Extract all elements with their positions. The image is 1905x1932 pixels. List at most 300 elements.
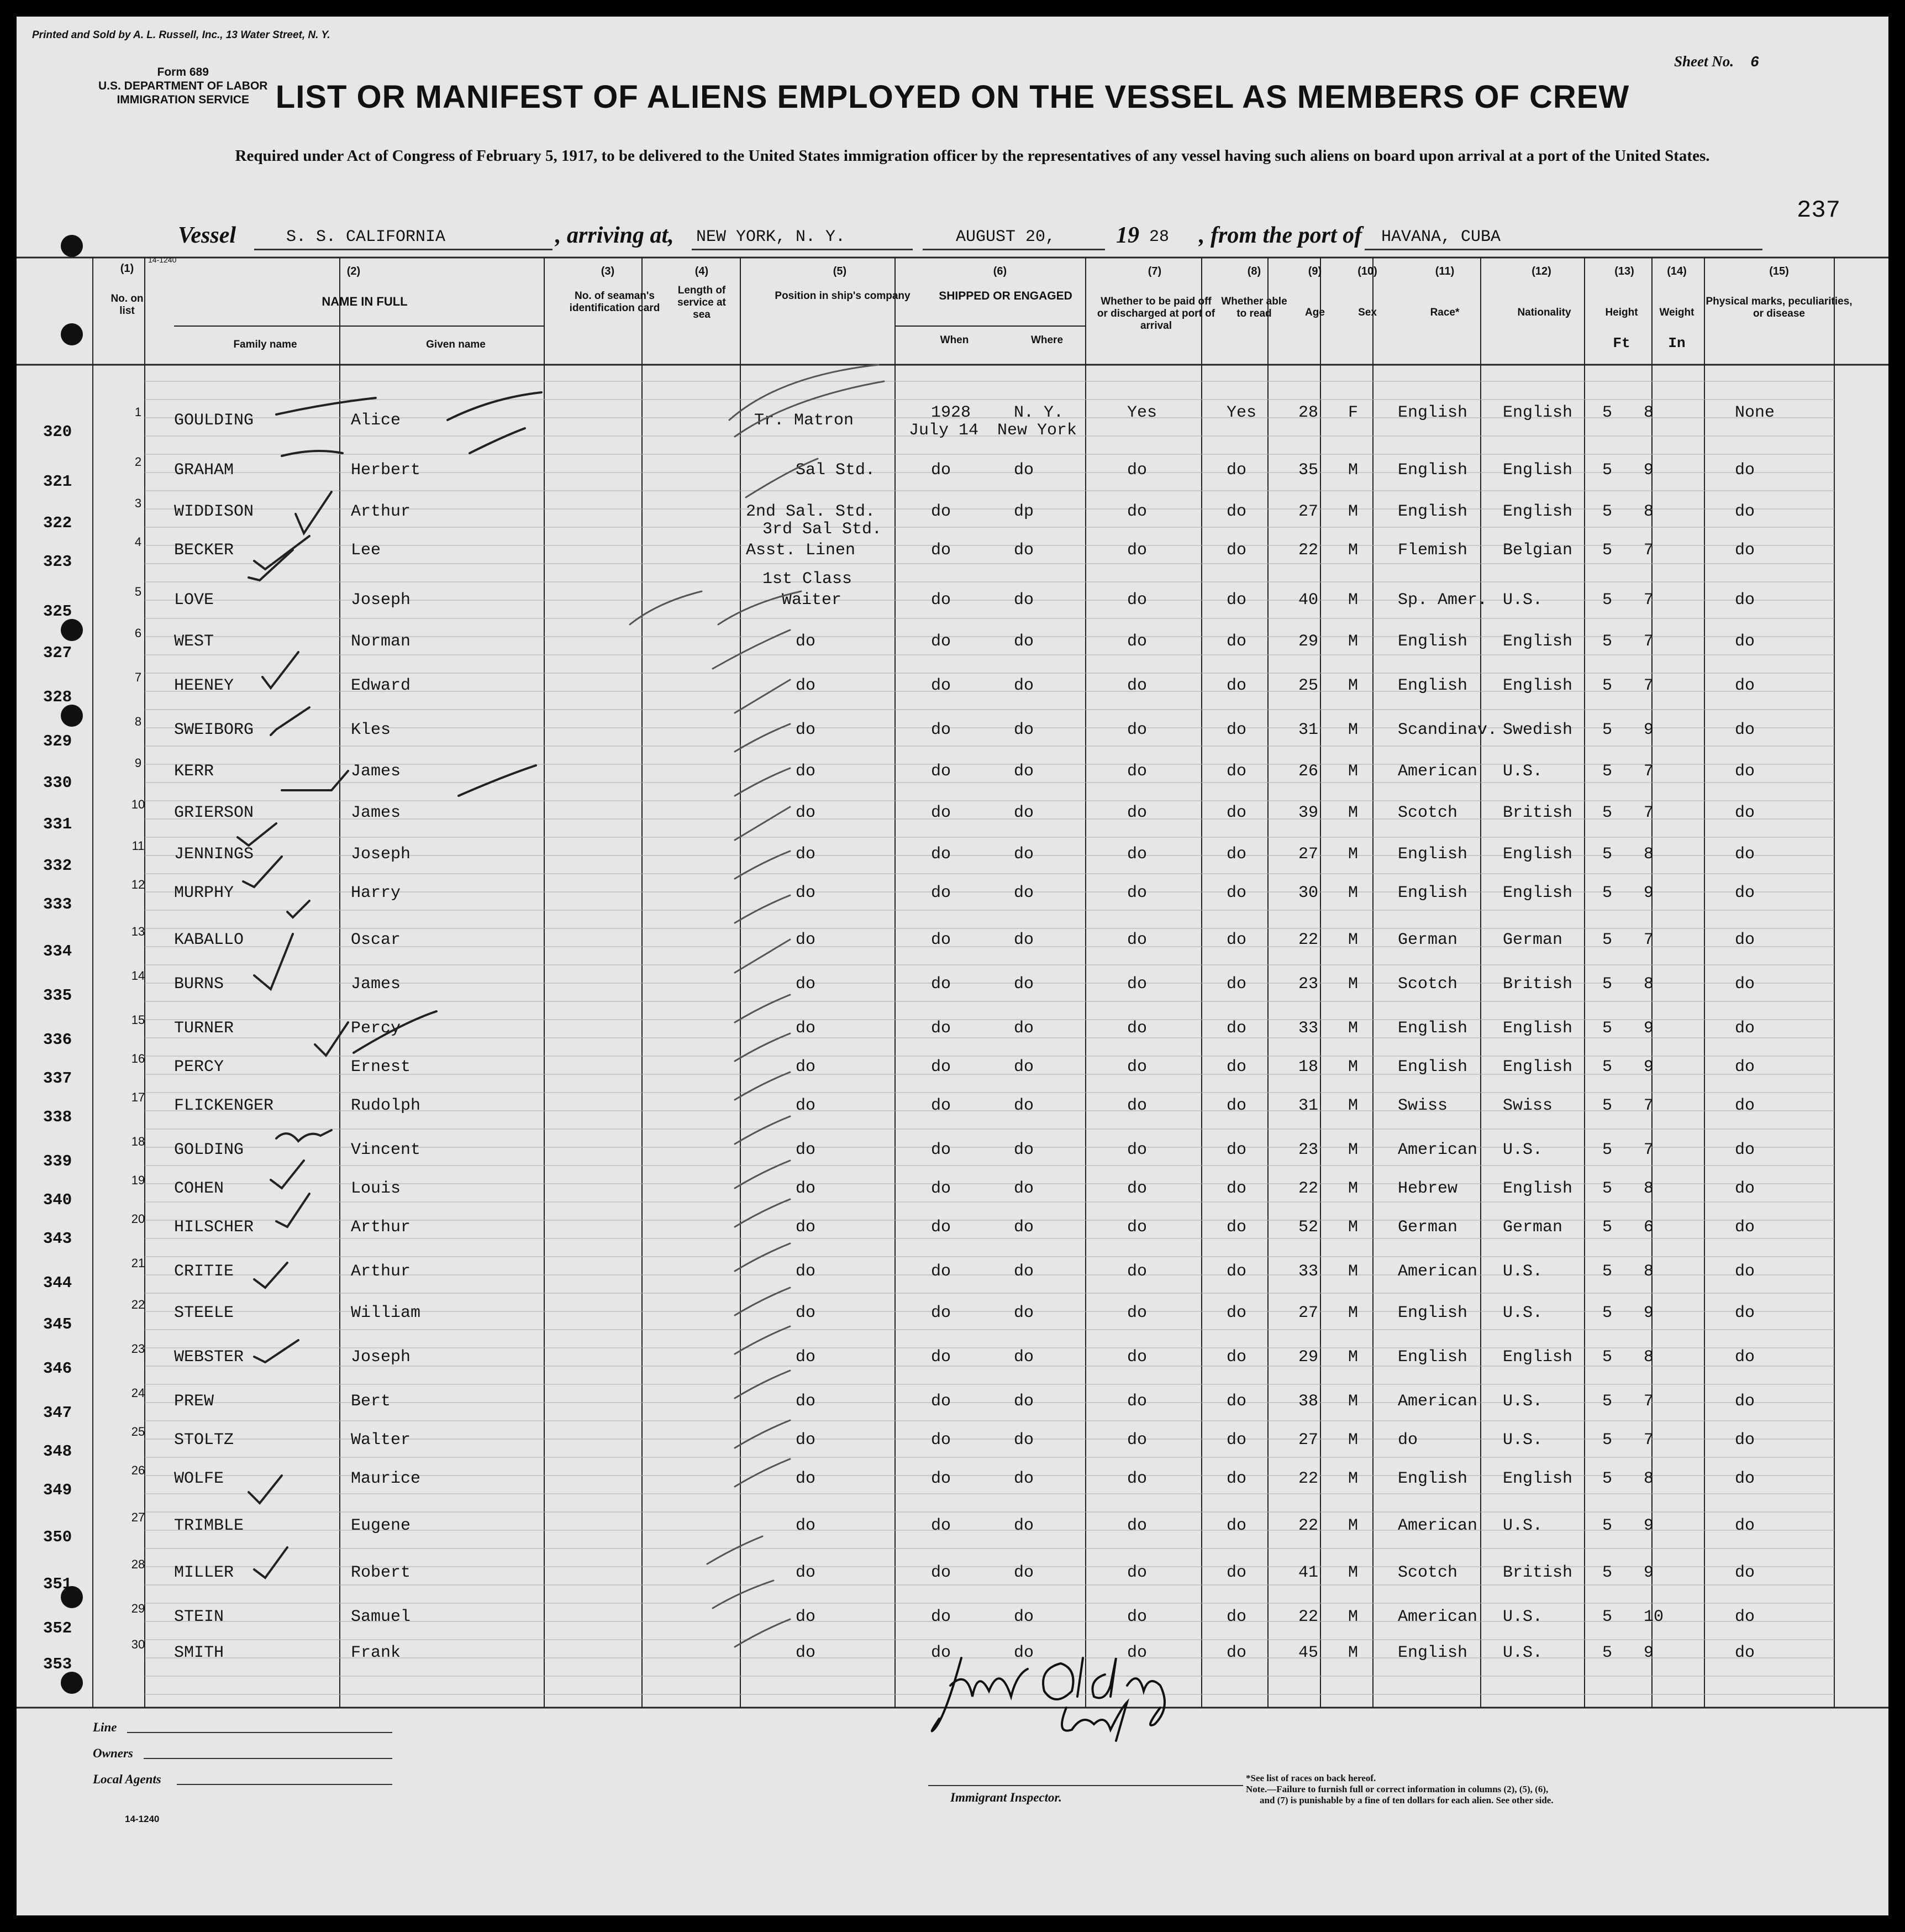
cell-paid: do	[1127, 845, 1148, 864]
cell-given: Vincent	[351, 1141, 421, 1159]
cell-read: do	[1227, 1262, 1247, 1281]
cell-age: 29	[1298, 632, 1319, 651]
cell-when: do	[931, 721, 951, 739]
cell-age: 33	[1298, 1262, 1319, 1281]
col-num: (10)	[1357, 265, 1377, 277]
cell-sex: M	[1348, 1431, 1359, 1450]
cell-in: 7	[1644, 1392, 1654, 1411]
col-num: (7)	[1148, 265, 1162, 277]
cell-given: Eugene	[351, 1516, 411, 1535]
cell-when: do	[931, 845, 951, 864]
cell-in: 8	[1644, 845, 1654, 864]
col-num: (14)	[1667, 265, 1687, 277]
cell-paid: do	[1127, 1608, 1148, 1626]
cell-family: GOULDING	[174, 411, 254, 430]
cell-family: SWEIBORG	[174, 721, 254, 739]
cell-nat: English	[1503, 845, 1573, 864]
col-num: (3)	[601, 265, 615, 277]
cell-position-prefix: 1st Class	[762, 570, 852, 589]
cell-age: 41	[1298, 1563, 1319, 1582]
cell-ft: 5	[1602, 721, 1613, 739]
cell-in: 7	[1644, 1141, 1654, 1159]
header-no-on-list: No. on list	[110, 293, 144, 317]
cell-family: GRIERSON	[174, 804, 254, 822]
cell-race: American	[1398, 1516, 1478, 1535]
cell-nat: U.S.	[1503, 1304, 1543, 1322]
immigrant-inspector-label: Immigrant Inspector.	[950, 1791, 1062, 1804]
cell-given: Ernest	[351, 1058, 411, 1077]
col-num: (1)	[120, 262, 134, 275]
cell-race: American	[1398, 1262, 1478, 1281]
cell-ft: 5	[1602, 1304, 1613, 1322]
cell-in: 7	[1644, 762, 1654, 781]
cell-in: 10	[1644, 1608, 1664, 1626]
cell-age: 22	[1298, 931, 1319, 949]
cell-read: do	[1227, 1431, 1247, 1450]
cell-ft: 5	[1602, 1179, 1613, 1198]
cell-race: Swiss	[1398, 1096, 1448, 1115]
cell-read: do	[1227, 1563, 1247, 1582]
cell-no: 20	[131, 1212, 145, 1226]
cell-in: 9	[1644, 1563, 1654, 1582]
sheet-value: 6	[1750, 55, 1760, 71]
side-number: 331	[43, 815, 72, 833]
cell-when: do	[931, 1304, 951, 1322]
cell-no: 9	[134, 756, 142, 770]
cell-no: 12	[131, 878, 145, 891]
vessel-label: Vessel	[178, 223, 236, 248]
cell-in: 9	[1644, 461, 1654, 480]
cell-in: 9	[1644, 884, 1654, 902]
vessel-name: S. S. CALIFORNIA	[286, 228, 446, 246]
arrival-port: NEW YORK, N. Y.	[696, 228, 846, 246]
cell-position: do	[796, 1304, 816, 1322]
side-number: 336	[43, 1031, 72, 1049]
cell-position: do	[796, 1348, 816, 1367]
cell-family: KERR	[174, 762, 214, 781]
side-number: 353	[43, 1655, 72, 1673]
cell-given: Frank	[351, 1644, 401, 1662]
cell-marks: do	[1735, 632, 1755, 651]
cell-when: do	[931, 762, 951, 781]
cell-paid: do	[1127, 1218, 1148, 1237]
cell-race: English	[1398, 403, 1468, 422]
cell-age: 35	[1298, 461, 1319, 480]
cell-paid: do	[1127, 1469, 1148, 1488]
cell-when: do	[931, 1392, 951, 1411]
cell-in: 7	[1644, 591, 1654, 610]
cell-sex: M	[1348, 1644, 1359, 1662]
cell-no: 1	[134, 405, 142, 419]
cell-age: 39	[1298, 804, 1319, 822]
cell-nat: Belgian	[1503, 541, 1573, 560]
cell-read: do	[1227, 676, 1247, 695]
cell-read: do	[1227, 541, 1247, 560]
cell-race: Hebrew	[1398, 1179, 1458, 1198]
form-number: Form 689	[157, 66, 209, 78]
cell-nat: British	[1503, 975, 1573, 994]
cell-paid: do	[1127, 1516, 1148, 1535]
cell-read: do	[1227, 1141, 1247, 1159]
cell-no: 4	[134, 535, 142, 549]
handwritten-checkmarks	[17, 17, 1888, 1915]
cell-in: 8	[1644, 1469, 1654, 1488]
cell-age: 33	[1298, 1019, 1319, 1038]
cell-when: do	[931, 1469, 951, 1488]
cell-no: 5	[134, 585, 142, 599]
cell-when: do	[931, 1141, 951, 1159]
cell-in: 9	[1644, 1644, 1654, 1662]
cell-paid: do	[1127, 1563, 1148, 1582]
cell-nat: English	[1503, 884, 1573, 902]
cell-ft: 5	[1602, 1019, 1613, 1038]
cell-paid: do	[1127, 1431, 1148, 1450]
cell-in: 8	[1644, 403, 1654, 422]
side-number: 320	[43, 423, 72, 441]
cell-family: COHEN	[174, 1179, 224, 1198]
cell-no: 19	[131, 1173, 145, 1187]
cell-family: FLICKENGER	[174, 1096, 274, 1115]
cell-family: WIDDISON	[174, 502, 254, 521]
cell-no: 18	[131, 1135, 145, 1148]
cell-position: do	[796, 1644, 816, 1662]
cell-read: do	[1227, 845, 1247, 864]
cell-nat: German	[1503, 931, 1563, 949]
cell-sex: M	[1348, 1304, 1359, 1322]
cell-ft: 5	[1602, 1218, 1613, 1237]
cell-ft: 5	[1602, 1348, 1613, 1367]
cell-when: do	[931, 1348, 951, 1367]
cell-position: Asst. Linen	[746, 541, 856, 560]
cell-given: Arthur	[351, 1218, 411, 1237]
cell-position: do	[796, 1516, 816, 1535]
cell-when: do	[931, 1179, 951, 1198]
cell-ft: 5	[1602, 884, 1613, 902]
cell-marks: do	[1735, 1304, 1755, 1322]
cell-position: do	[796, 1058, 816, 1077]
cell-family: HEENEY	[174, 676, 234, 695]
cell-position: do	[796, 1262, 816, 1281]
cell-age: 45	[1298, 1644, 1319, 1662]
cell-when: do	[931, 1218, 951, 1237]
col-num: (13)	[1614, 265, 1634, 277]
cell-paid: Yes	[1127, 403, 1157, 422]
cell-race: do	[1398, 1431, 1418, 1450]
cell-when: do	[931, 1563, 951, 1582]
cell-nat: English	[1503, 1019, 1573, 1038]
cell-marks: do	[1735, 1096, 1755, 1115]
cell-where: do	[1014, 461, 1034, 480]
cell-given: James	[351, 804, 401, 822]
cell-age: 31	[1298, 1096, 1319, 1115]
cell-race: American	[1398, 1392, 1478, 1411]
cell-ft: 5	[1602, 1392, 1613, 1411]
cell-marks: do	[1735, 1262, 1755, 1281]
cell-in: 6	[1644, 1218, 1654, 1237]
cell-family: PREW	[174, 1392, 214, 1411]
requirement-text: Required under Act of Congress of February 5, 1917, to be delivered to the United States immigration officer by the representatives of any vessel having such aliens on board upon arrival at a port of the United States.	[235, 147, 1710, 165]
cell-age: 22	[1298, 1608, 1319, 1626]
cell-where: do	[1014, 1262, 1034, 1281]
cell-family: WOLFE	[174, 1469, 224, 1488]
side-number: 330	[43, 774, 72, 792]
cell-given: Samuel	[351, 1608, 411, 1626]
cell-family: TURNER	[174, 1019, 234, 1038]
cell-nat: English	[1503, 1469, 1573, 1488]
signature-scribble	[928, 1636, 1260, 1746]
cell-sex: M	[1348, 461, 1359, 480]
cell-position: Tr. Matron	[754, 411, 854, 430]
cell-in: 8	[1644, 1262, 1654, 1281]
side-number: 335	[43, 986, 72, 1005]
cell-no: 16	[131, 1052, 145, 1065]
cell-race: Scotch	[1398, 804, 1458, 822]
cell-race: American	[1398, 1141, 1478, 1159]
cell-sex: M	[1348, 1019, 1359, 1038]
cell-marks: do	[1735, 1392, 1755, 1411]
cell-position: do	[796, 931, 816, 949]
cell-read: do	[1227, 1058, 1247, 1077]
cell-where: do	[1014, 1392, 1034, 1411]
cell-no: 6	[134, 626, 142, 640]
arrival-date: AUGUST 20,	[956, 228, 1056, 246]
cell-in: 8	[1644, 975, 1654, 994]
cell-paid: do	[1127, 591, 1148, 610]
cell-given: Rudolph	[351, 1096, 421, 1115]
cell-ft: 5	[1602, 403, 1613, 422]
header-age: Age	[1305, 307, 1325, 318]
cell-sex: M	[1348, 591, 1359, 610]
cell-when: do	[931, 1644, 951, 1662]
cell-read: do	[1227, 1304, 1247, 1322]
cell-position: do	[796, 1179, 816, 1198]
header-position: Position in ship's company	[775, 290, 911, 302]
cell-when: do	[931, 975, 951, 994]
side-number: 325	[43, 602, 72, 621]
cell-in: 7	[1644, 804, 1654, 822]
cell-where: do	[1014, 975, 1034, 994]
cell-ft: 5	[1602, 1516, 1613, 1535]
penalty-note: Note.—Failure to furnish full or correct information in columns (2), (5), (6),	[1246, 1784, 1549, 1794]
cell-given: Joseph	[351, 845, 411, 864]
side-number: 321	[43, 473, 72, 491]
side-number: 352	[43, 1619, 72, 1637]
cell-paid: do	[1127, 1179, 1148, 1198]
cell-no: 7	[134, 670, 142, 684]
cell-ft: 5	[1602, 502, 1613, 521]
cell-marks: do	[1735, 721, 1755, 739]
cell-family: GOLDING	[174, 1141, 244, 1159]
cell-age: 52	[1298, 1218, 1319, 1237]
header-when: When	[940, 334, 969, 346]
footer-agents-label: Local Agents	[93, 1772, 161, 1786]
cell-race: Flemish	[1398, 541, 1468, 560]
col-num: (5)	[833, 265, 847, 277]
cell-where: do	[1014, 1608, 1034, 1626]
side-number: 329	[43, 732, 72, 750]
cell-position: do	[796, 975, 816, 994]
cell-marks: do	[1735, 762, 1755, 781]
header-ft: Ft	[1613, 335, 1630, 351]
cell-nat: English	[1503, 461, 1573, 480]
cell-paid: do	[1127, 931, 1148, 949]
cell-race: American	[1398, 1608, 1478, 1626]
cell-given: Percy	[351, 1019, 401, 1038]
cell-sex: M	[1348, 1096, 1359, 1115]
cell-where: do	[1014, 1179, 1034, 1198]
side-number: 332	[43, 857, 72, 875]
cell-when: do	[931, 632, 951, 651]
footer-owners-label: Owners	[93, 1746, 133, 1760]
side-number: 351	[43, 1575, 72, 1593]
cell-no: 13	[131, 925, 145, 938]
cell-paid: do	[1127, 676, 1148, 695]
cell-in: 9	[1644, 1516, 1654, 1535]
cell-paid: do	[1127, 1392, 1148, 1411]
cell-family: BECKER	[174, 541, 234, 560]
cell-family: PERCY	[174, 1058, 224, 1077]
cell-given: Bert	[351, 1392, 391, 1411]
cell-read: do	[1227, 461, 1247, 480]
cell-paid: do	[1127, 884, 1148, 902]
cell-race: English	[1398, 461, 1468, 480]
cell-age: 27	[1298, 1304, 1319, 1322]
arriving-label: , arriving at,	[555, 223, 674, 248]
cell-age: 22	[1298, 1179, 1319, 1198]
col-num: (8)	[1247, 265, 1261, 277]
inspector-signature	[928, 1636, 1260, 1746]
cell-read: do	[1227, 1179, 1247, 1198]
cell-sex: M	[1348, 804, 1359, 822]
penalty-note-continued: and (7) is punishable by a fine of ten dollars for each alien. See other side.	[1260, 1795, 1554, 1805]
cell-ft: 5	[1602, 461, 1613, 480]
cell-where: dp	[1014, 502, 1034, 521]
cell-race: English	[1398, 1348, 1468, 1367]
cell-sex: M	[1348, 884, 1359, 902]
cell-marks: do	[1735, 1348, 1755, 1367]
cell-race: English	[1398, 676, 1468, 695]
cell-age: 29	[1298, 1348, 1319, 1367]
cell-ft: 5	[1602, 804, 1613, 822]
cell-in: 9	[1644, 721, 1654, 739]
side-number: 347	[43, 1404, 72, 1422]
cell-in: 8	[1644, 1179, 1654, 1198]
cell-no: 14	[131, 969, 145, 983]
side-number: 338	[43, 1108, 72, 1126]
header-race: Race*	[1430, 307, 1460, 318]
cell-marks: do	[1735, 1608, 1755, 1626]
cell-nat: U.S.	[1503, 1262, 1543, 1281]
cell-when: do	[931, 804, 951, 822]
cell-paid: do	[1127, 804, 1148, 822]
side-number: 322	[43, 514, 72, 532]
cell-no: 25	[131, 1425, 145, 1439]
cell-given: Robert	[351, 1563, 411, 1582]
cell-nat: British	[1503, 1563, 1573, 1582]
cell-nat: British	[1503, 804, 1573, 822]
cell-ft: 5	[1602, 845, 1613, 864]
cell-given: Maurice	[351, 1469, 421, 1488]
cell-when: do	[931, 1058, 951, 1077]
cell-read: do	[1227, 1516, 1247, 1535]
cell-when: do	[931, 1608, 951, 1626]
page-title: LIST OR MANIFEST OF ALIENS EMPLOYED ON THE VESSEL AS MEMBERS OF CREW	[275, 79, 1630, 115]
cell-nat: U.S.	[1503, 1608, 1543, 1626]
side-number: 323	[43, 553, 72, 571]
cell-age: 18	[1298, 1058, 1319, 1077]
cell-marks: do	[1735, 1469, 1755, 1488]
footer-form-code: 14-1240	[125, 1814, 160, 1824]
cell-when: do	[931, 502, 951, 521]
side-number: 337	[43, 1069, 72, 1088]
cell-family: HILSCHER	[174, 1218, 254, 1237]
cell-age: 22	[1298, 1469, 1319, 1488]
cell-family: LOVE	[174, 591, 214, 610]
year-prefix: 19	[1116, 223, 1139, 248]
cell-age: 26	[1298, 762, 1319, 781]
cell-sex: M	[1348, 541, 1359, 560]
cell-read: do	[1227, 975, 1247, 994]
cell-sex: M	[1348, 1392, 1359, 1411]
cell-position: do	[796, 1141, 816, 1159]
header-physical-marks: Physical marks, peculiarities, or disease	[1706, 296, 1853, 319]
cell-marks: do	[1735, 1218, 1755, 1237]
cell-read: do	[1227, 762, 1247, 781]
cell-position: do	[796, 1096, 816, 1115]
cell-where: do	[1014, 1469, 1034, 1488]
cell-sex: M	[1348, 1348, 1359, 1367]
cell-where: do	[1014, 1096, 1034, 1115]
cell-ft: 5	[1602, 1431, 1613, 1450]
cell-marks: do	[1735, 845, 1755, 864]
cell-no: 8	[134, 715, 142, 728]
cell-marks: do	[1735, 804, 1755, 822]
side-number: 349	[43, 1481, 72, 1499]
cell-age: 23	[1298, 1141, 1319, 1159]
cell-paid: do	[1127, 461, 1148, 480]
cell-marks: do	[1735, 1019, 1755, 1038]
col-num: (15)	[1769, 265, 1789, 277]
cell-given: Harry	[351, 884, 401, 902]
header-able-to-read: Whether able to read	[1221, 296, 1287, 319]
cell-when: do	[931, 676, 951, 695]
cell-read: do	[1227, 721, 1247, 739]
cell-family: WEBSTER	[174, 1348, 244, 1367]
cell-where: do	[1014, 1218, 1034, 1237]
cell-when: do	[931, 461, 951, 480]
cell-age: 23	[1298, 975, 1319, 994]
cell-ft: 5	[1602, 1058, 1613, 1077]
header-length-of-service: Length of service at sea	[677, 285, 726, 321]
cell-read: Yes	[1227, 403, 1257, 422]
cell-position: Sal Std.	[796, 461, 876, 480]
cell-given: Edward	[351, 676, 411, 695]
cell-given: Norman	[351, 632, 411, 651]
year-suffix: 28	[1149, 228, 1170, 246]
cell-no: 27	[131, 1510, 145, 1524]
cell-ft: 5	[1602, 541, 1613, 560]
cell-position: 2nd Sal. Std.	[746, 502, 876, 521]
cell-read: do	[1227, 591, 1247, 610]
cell-race: English	[1398, 845, 1468, 864]
cell-race: English	[1398, 1304, 1468, 1322]
cell-ft: 5	[1602, 676, 1613, 695]
cell-paid: do	[1127, 541, 1148, 560]
cell-when: do	[931, 884, 951, 902]
form-code-top: 14-1240	[148, 255, 177, 264]
side-number: 344	[43, 1274, 72, 1292]
cell-sex: M	[1348, 1563, 1359, 1582]
